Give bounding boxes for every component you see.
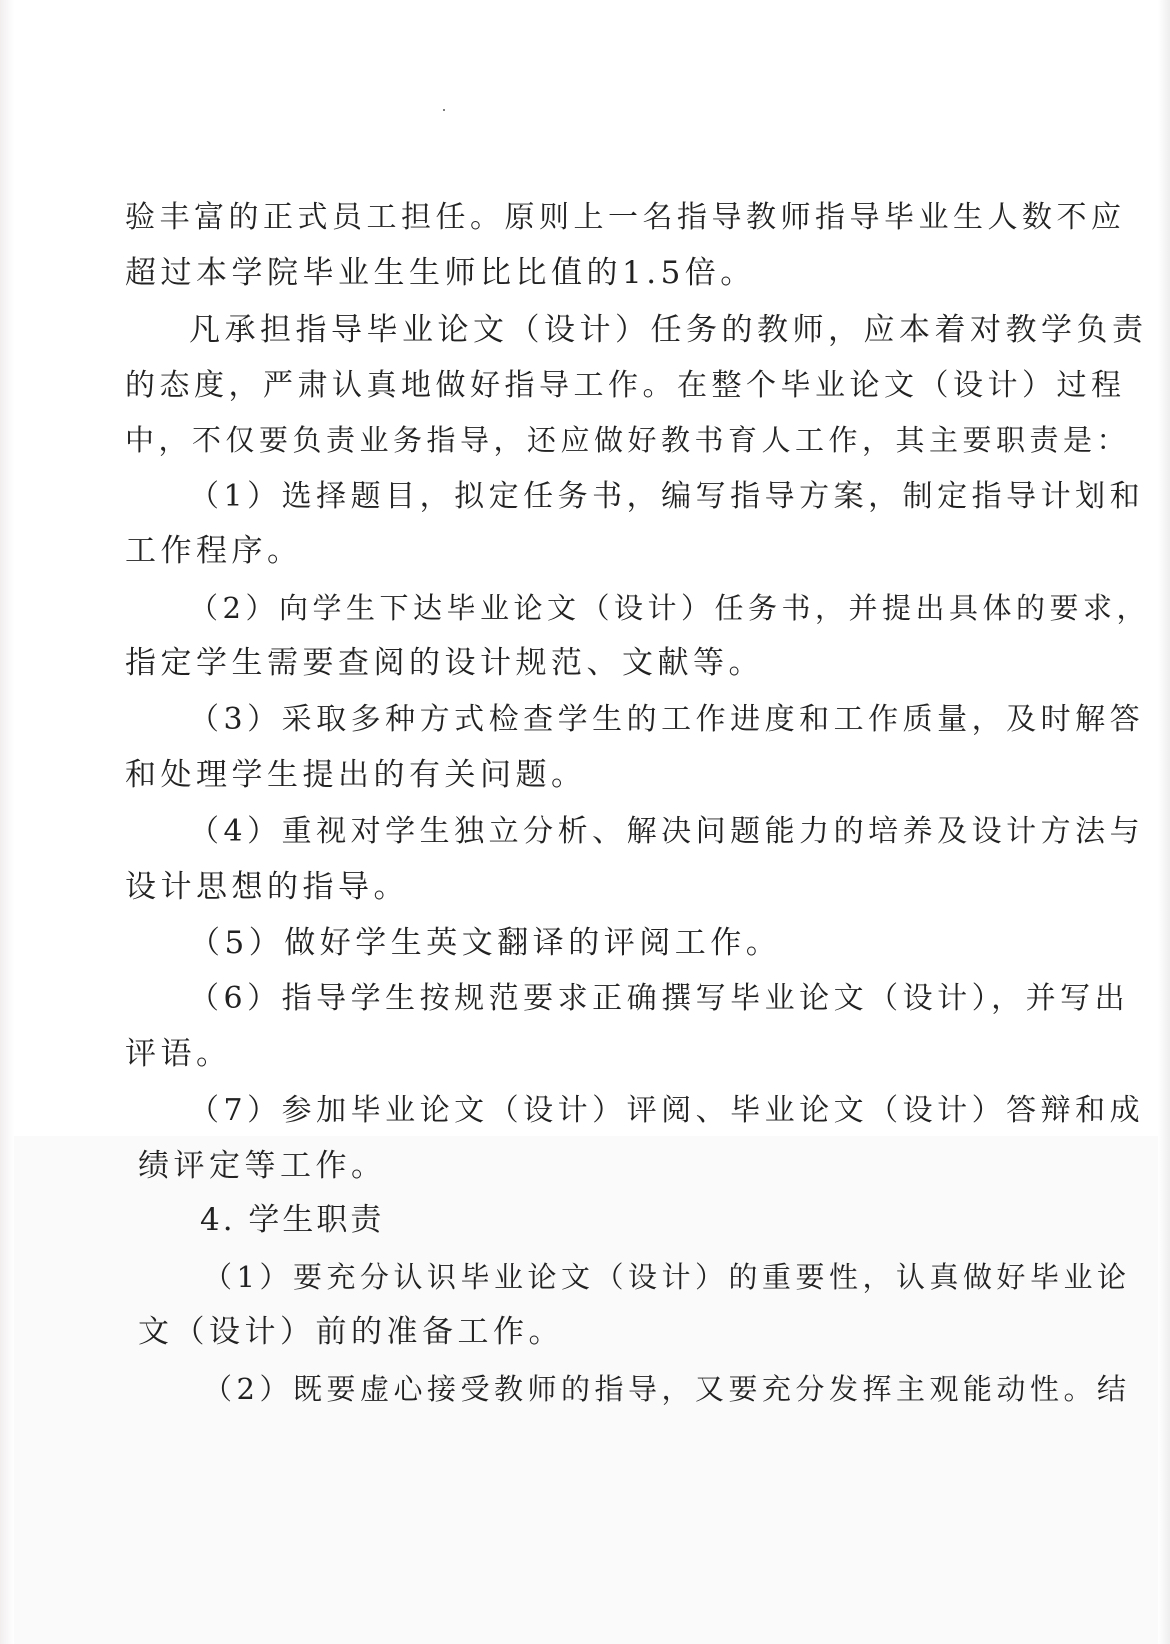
list-item-4-line-1: （4）重视对学生独立分析、解决问题能力的培养及设计方法与 (189, 814, 1145, 849)
list-item-3-line-2: 和处理学生提出的有关问题。 (125, 757, 587, 793)
student-item-2-line-1: （2）既要虚心接受教师的指导，又要充分发挥主观能动性。结 (203, 1372, 1131, 1406)
paragraph-line-4: 的态度，严肃认真地做好指导工作。在整个毕业论文（设计）过程 (125, 368, 1126, 403)
list-item-4-line-2: 设计思想的指导。 (125, 869, 409, 905)
section-heading-student-duties: 4. 学生职责 (200, 1202, 385, 1238)
list-item-2-line-2: 指定学生需要查阅的设计规范、文献等。 (125, 645, 764, 681)
list-item-3-line-1: （3）采取多种方式检查学生的工作进度和工作质量，及时解答 (189, 702, 1145, 737)
list-item-2-line-1: （2）向学生下达毕业论文（设计）任务书，并提出具体的要求， (189, 591, 1150, 625)
list-item-7-line-1: （7）参加毕业论文（设计）评阅、毕业论文（设计）答辩和成 (189, 1093, 1145, 1128)
list-item-6-line-2: 评语。 (125, 1036, 232, 1072)
paragraph-line-1: 验丰富的正式员工担任。原则上一名指导教师指导毕业生人数不应 (125, 200, 1126, 235)
paragraph-line-3: 凡承担指导毕业论文（设计）任务的教师，应本着对教学负责 (189, 312, 1148, 348)
list-item-5-line-1: （5）做好学生英文翻译的评阅工作。 (189, 925, 782, 961)
paragraph-line-5: 中，不仅要负责业务指导，还应做好教书育人工作，其主要职责是： (125, 423, 1131, 457)
page-right-edge (1158, 0, 1170, 1644)
paragraph-line-2: 超过本学院毕业生生师比比值的1.5倍。 (125, 255, 756, 291)
list-item-7-line-2: 绩评定等工作。 (138, 1148, 387, 1184)
list-item-1-line-1: （1）选择题目，拟定任务书，编写指导方案，制定指导计划和 (189, 479, 1145, 514)
student-item-1-line-1: （1）要充分认识毕业论文（设计）的重要性，认真做好毕业论 (203, 1260, 1131, 1294)
list-item-1-line-2: 工作程序。 (125, 533, 303, 569)
scan-speck (443, 109, 445, 111)
page-left-edge (0, 0, 14, 1644)
student-item-1-line-2: 文（设计）前的准备工作。 (138, 1314, 564, 1350)
list-item-6-line-1: （6）指导学生按规范要求正确撰写毕业论文（设计），并写出 (189, 981, 1130, 1016)
